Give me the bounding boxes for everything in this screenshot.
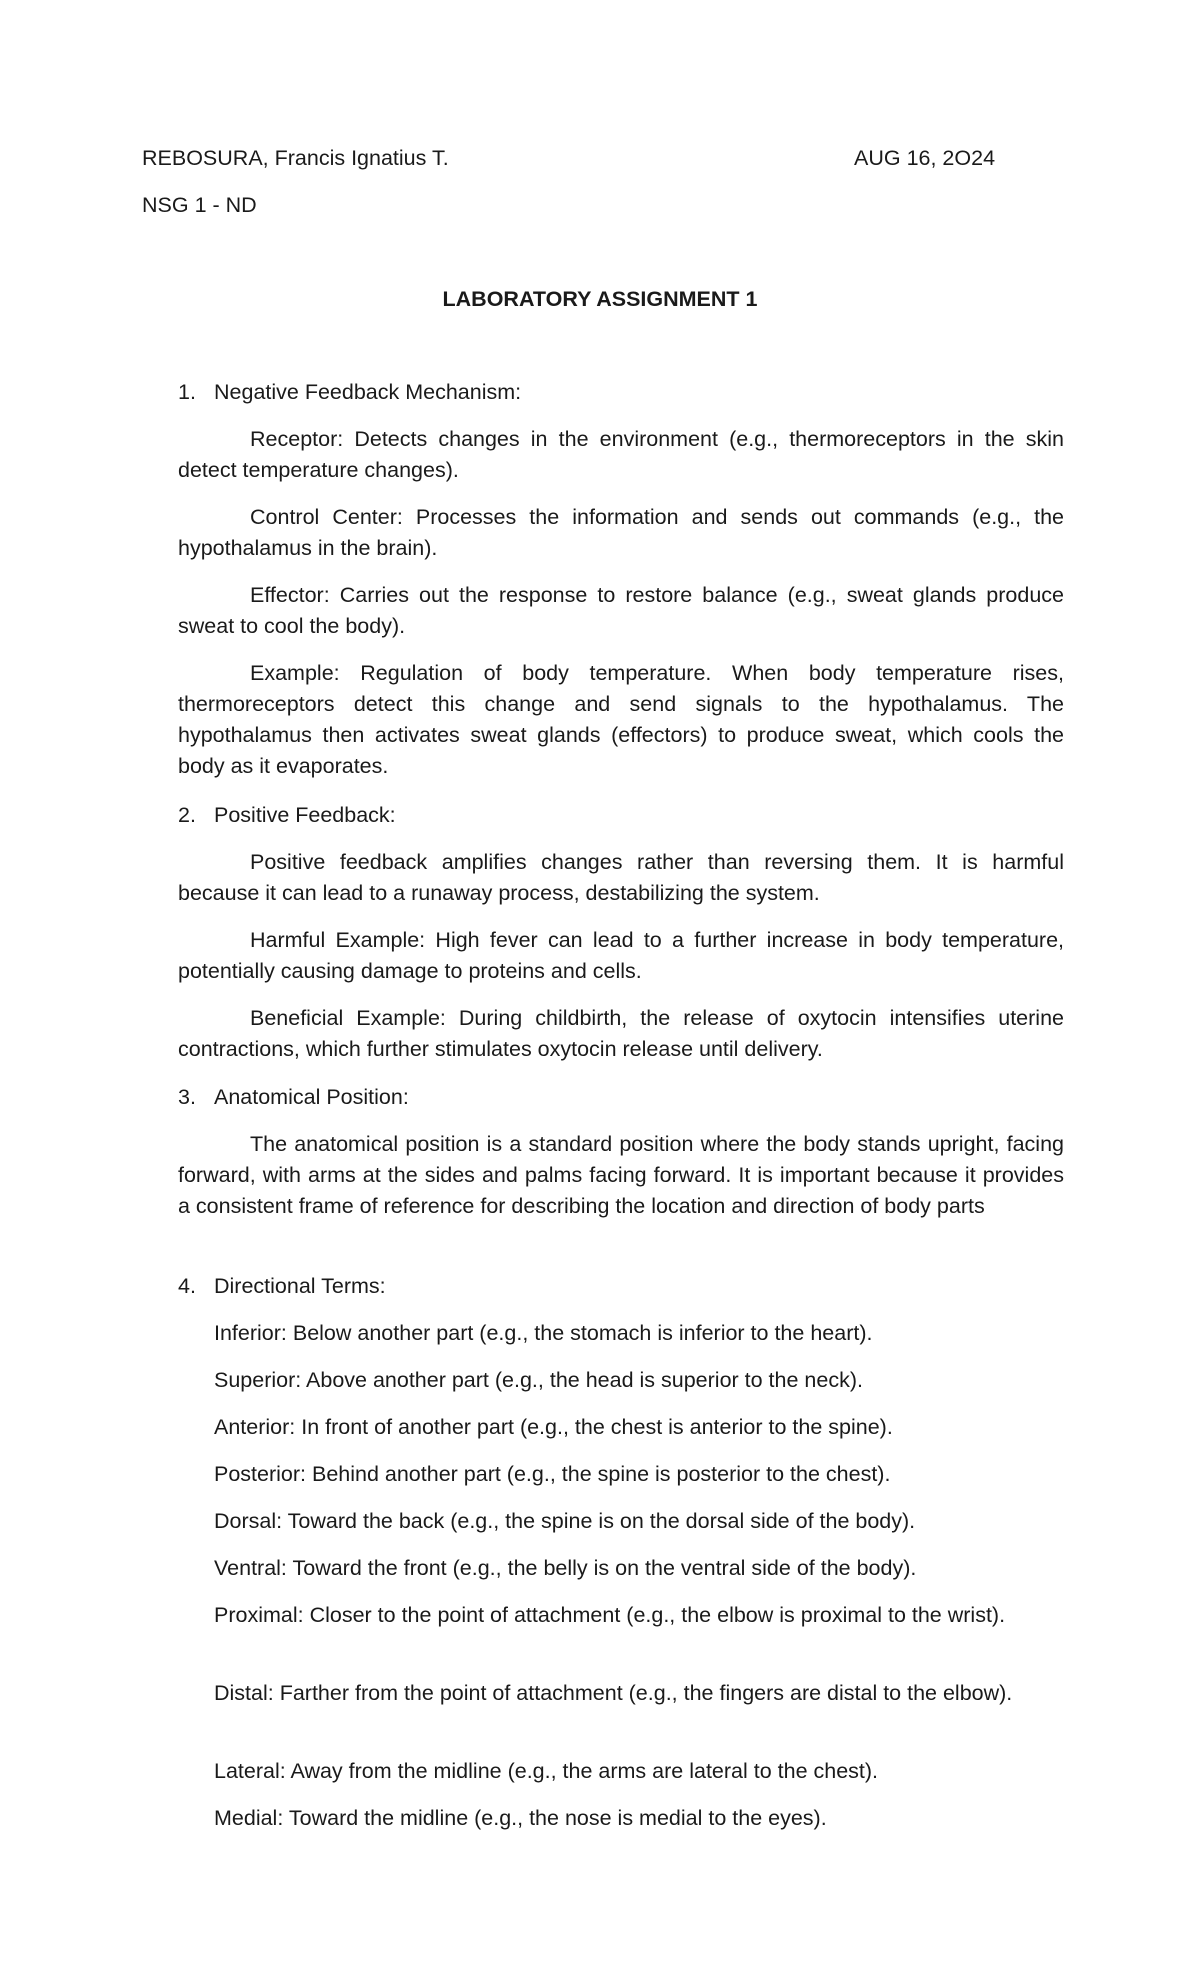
term-dorsal: Dorsal: Toward the back (e.g., the spine is on the dorsal side of the body). — [214, 1509, 916, 1533]
term-posterior: Posterior: Behind another part (e.g., the spine is posterior to the chest). — [214, 1462, 891, 1486]
section-title: Directional Terms: — [214, 1274, 386, 1298]
section-number: 1. — [178, 380, 196, 404]
section-heading-1 — [178, 377, 521, 408]
section-number: 4. — [178, 1274, 196, 1298]
term-distal: Distal: Farther from the point of attachment (e.g., the fingers are distal to the elbow). — [214, 1681, 1013, 1705]
section-heading-3 — [178, 1082, 409, 1113]
section-heading-2 — [178, 800, 396, 831]
section-number: 2. — [178, 803, 196, 827]
term-medial: Medial: Toward the midline (e.g., the nose is medial to the eyes). — [214, 1806, 827, 1830]
section-title: Positive Feedback: — [214, 803, 396, 827]
section-heading-4 — [178, 1271, 386, 1302]
page-title: LABORATORY ASSIGNMENT 1 — [442, 287, 758, 311]
term-anterior: Anterior: In front of another part (e.g., the chest is anterior to the spine). — [214, 1415, 893, 1439]
paragraph-example: Example: Regulation of body temperature. When body temperature rises, thermoreceptors detect this change and send signals to the hypothalamus. The hypothalamus then activates sweat glands (effectors) to produce sweat, which cools the body as it evaporates. — [178, 661, 1064, 778]
course-code: NSG 1 - ND — [142, 193, 257, 217]
paragraph-effector: Effector: Carries out the response to restore balance (e.g., sweat glands produce sweat to cool the body). — [178, 583, 1064, 638]
paragraph-harmful-example: Harmful Example: High fever can lead to a further increase in body temperature, potentially causing damage to proteins and cells. — [178, 928, 1064, 983]
term-ventral: Ventral: Toward the front (e.g., the belly is on the ventral side of the body). — [214, 1556, 917, 1580]
term-superior: Superior: Above another part (e.g., the head is superior to the neck). — [214, 1368, 863, 1392]
student-name: REBOSURA, Francis Ignatius T. — [142, 146, 449, 170]
term-proximal: Proximal: Closer to the point of attachment (e.g., the elbow is proximal to the wrist). — [214, 1603, 1006, 1627]
section-title: Anatomical Position: — [214, 1085, 409, 1109]
assignment-date: AUG 16, 2O24 — [854, 146, 996, 170]
section-title: Negative Feedback Mechanism: — [214, 380, 522, 404]
paragraph-anatomical-position: The anatomical position is a standard position where the body stands upright, facing forward, with arms at the sides and palms facing forward. It is important because it provides a consistent frame of reference for describing the location and direction of body parts — [178, 1132, 1064, 1218]
section-number: 3. — [178, 1085, 196, 1109]
paragraph-control-center: Control Center: Processes the information and sends out commands (e.g., the hypothalamus in the brain). — [178, 505, 1064, 560]
term-inferior: Inferior: Below another part (e.g., the stomach is inferior to the heart). — [214, 1321, 873, 1345]
term-lateral: Lateral: Away from the midline (e.g., the arms are lateral to the chest). — [214, 1759, 879, 1783]
paragraph-beneficial-example: Beneficial Example: During childbirth, the release of oxytocin intensifies uterine contractions, which further stimulates oxytocin release until delivery. — [178, 1006, 1064, 1061]
paragraph-positive-feedback: Positive feedback amplifies changes rather than reversing them. It is harmful because it can lead to a runaway process, destabilizing the system. — [178, 850, 1064, 905]
paragraph-receptor: Receptor: Detects changes in the environment (e.g., thermoreceptors in the skin detect temperature changes). — [178, 427, 1064, 482]
